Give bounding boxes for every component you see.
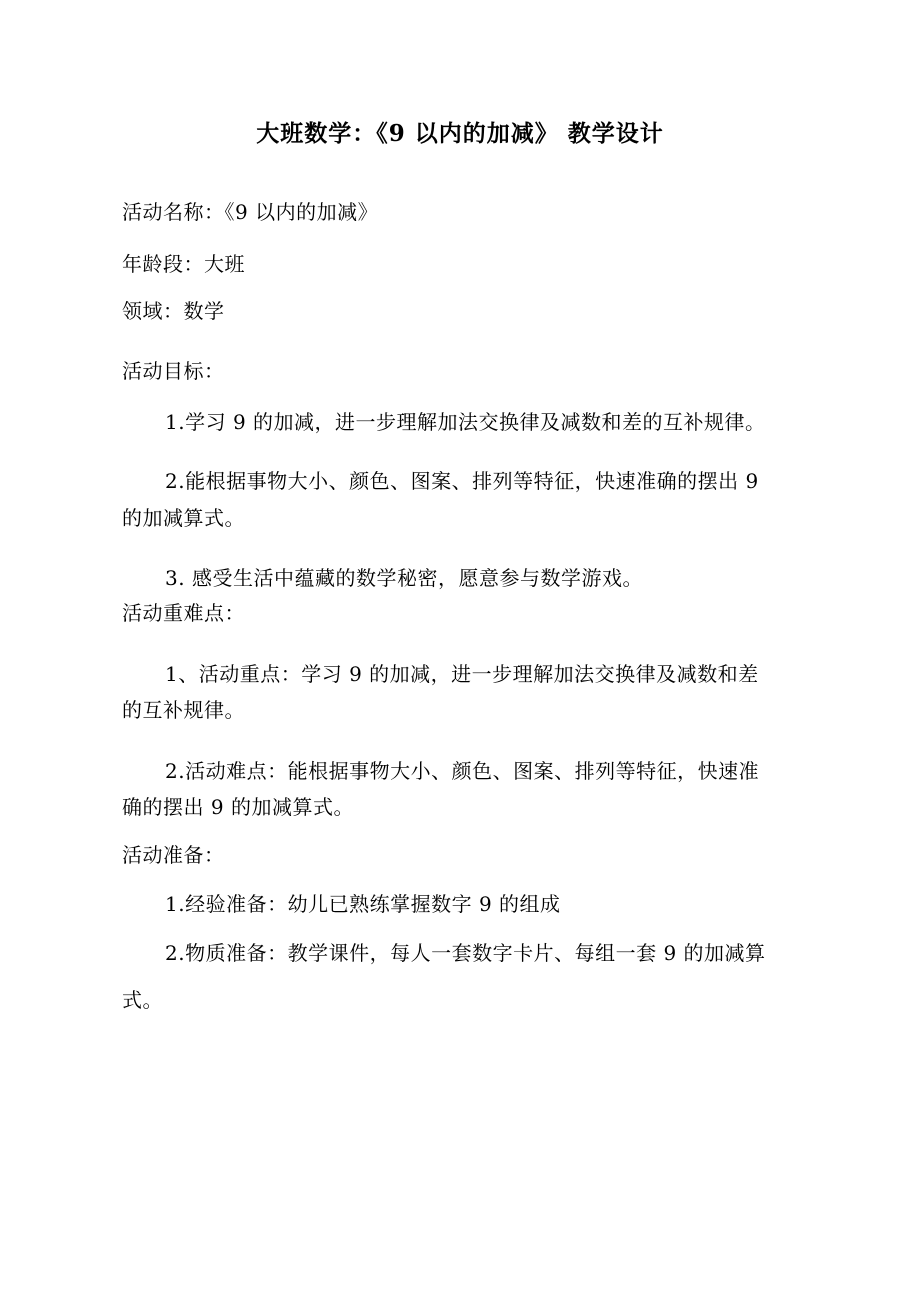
key-point-1-line-1: 1、活动重点：学习 9 的加减，进一步理解加法交换律及减数和差 xyxy=(165,662,759,686)
preparation-item-2-line-2: 式。 xyxy=(122,988,163,1012)
goal-item-3: 3. 感受生活中蕴藏的数学秘密，愿意参与数学游戏。 xyxy=(165,566,643,590)
key-points-heading: 活动重难点： xyxy=(122,601,245,625)
key-point-2-line-2: 确的摆出 9 的加减算式。 xyxy=(122,795,354,819)
goal-item-1: 1.学习 9 的加减，进一步理解加法交换律及减数和差的互补规律。 xyxy=(165,410,766,434)
goal-item-2-line-1: 2.能根据事物大小、颜色、图案、排列等特征，快速准确的摆出 9 xyxy=(165,469,759,493)
activity-name: 活动名称：《9 以内的加减》 xyxy=(122,200,379,224)
goal-item-2-line-2: 的加减算式。 xyxy=(122,506,245,530)
preparation-item-1: 1.经验准备：幼儿已熟练掌握数字 9 的组成 xyxy=(165,892,561,916)
document-title: 大班数学：《9 以内的加减》 教学设计 xyxy=(256,120,664,147)
subject-domain: 领域：数学 xyxy=(122,299,225,323)
key-point-2-line-1: 2.活动难点：能根据事物大小、颜色、图案、排列等特征，快速准 xyxy=(165,759,760,783)
goals-heading: 活动目标： xyxy=(122,359,225,383)
key-point-1-line-2: 的互补规律。 xyxy=(122,698,245,722)
preparation-item-2-line-1: 2.物质准备：教学课件，每人一套数字卡片、每组一套 9 的加减算 xyxy=(165,941,766,965)
age-group: 年龄段：大班 xyxy=(122,252,245,276)
preparation-heading: 活动准备： xyxy=(122,843,225,867)
